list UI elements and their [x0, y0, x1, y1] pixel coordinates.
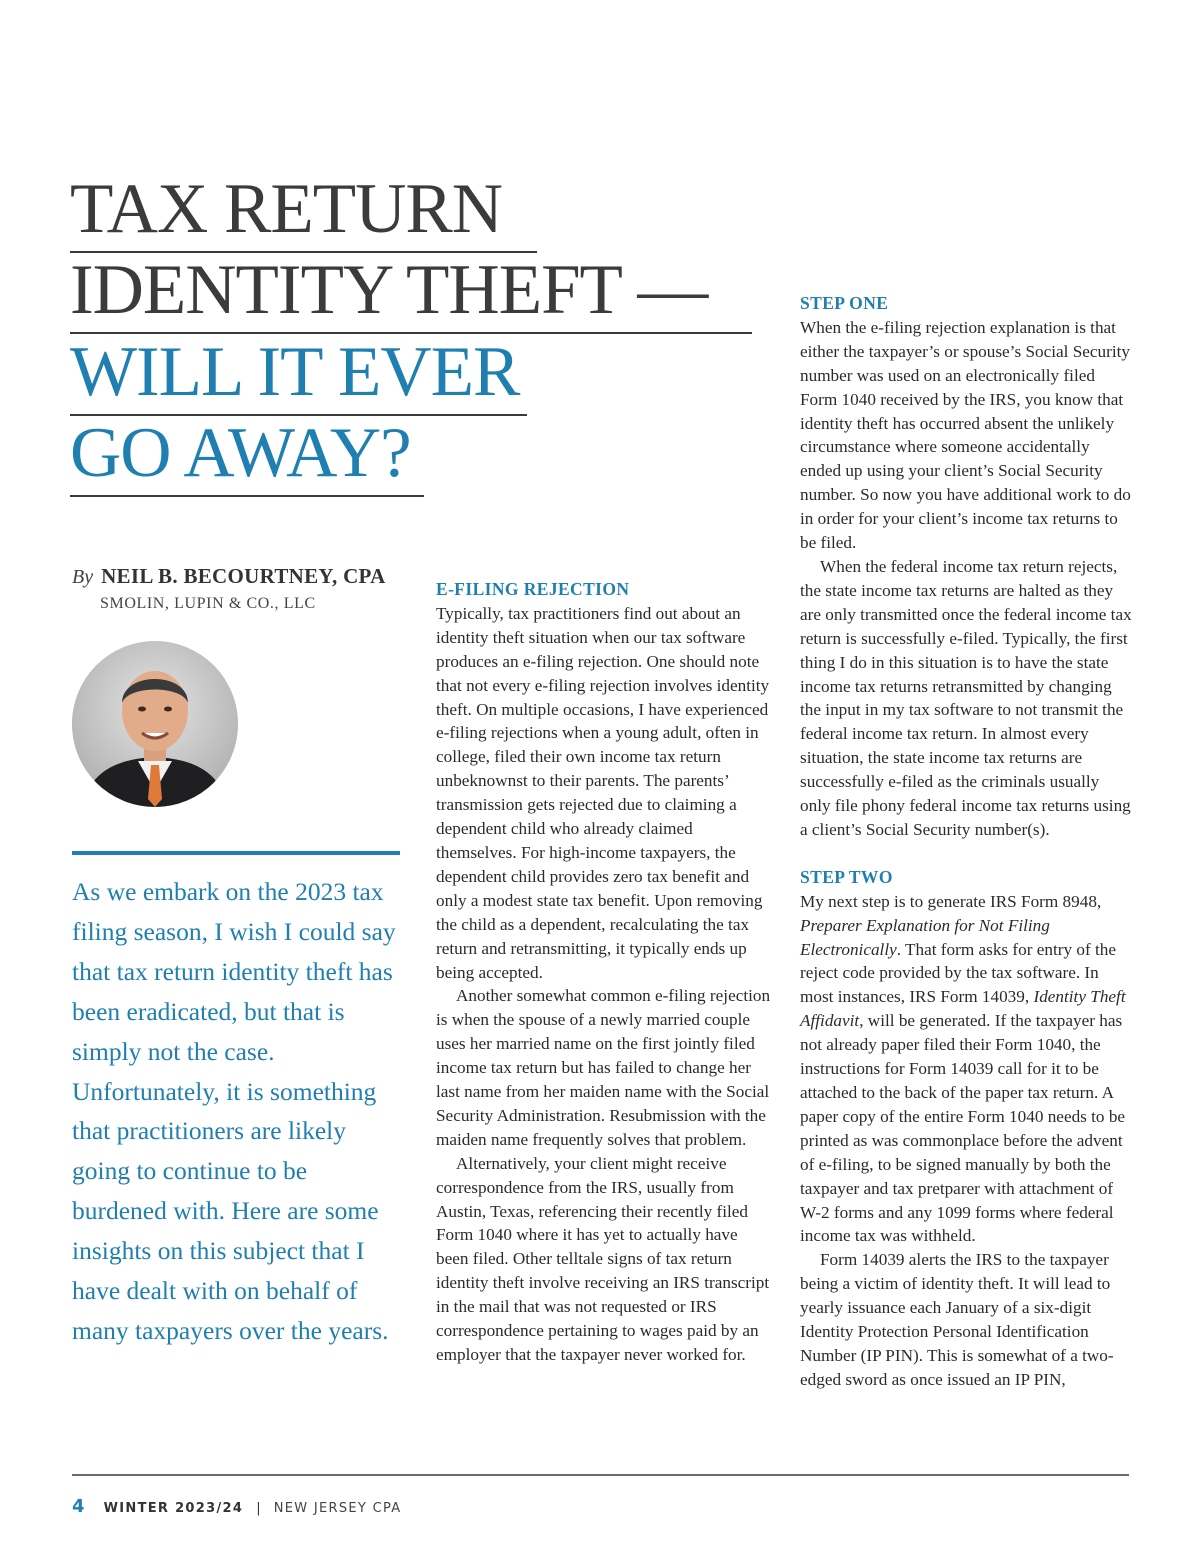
- author-name: NEIL B. BECOURTNEY, CPA: [101, 564, 386, 588]
- publication-name: NEW JERSEY CPA: [273, 1501, 402, 1516]
- byline: [72, 564, 386, 589]
- section-heading-efiling: E-FILING REJECTION: [436, 579, 630, 599]
- title-line-3: WILL IT EVER: [70, 337, 527, 416]
- author-photo: [72, 641, 238, 807]
- paragraph: When the federal income tax return rejects, the state income tax returns are halted as they are only transmitted once the federal income tax return is successfully e-filed. Typically, the first thing I do in this situation is to have the state income tax returns retransmitted by changing the input in my tax software to not transmit the federal income tax return. In almost every situation, the state income tax returns are successfully e-filed as the criminals usually only file phony federal income tax returns using a client’s Social Security number(s).: [800, 556, 1132, 839]
- form-title-italic: Identity Theft Affidavit: [800, 987, 1126, 1031]
- paragraph: When the e-filing rejection explanation is that either the taxpayer’s or spouse’s Social Security number was used on an electronically filed Form 1040 received by the IRS, you know that identity theft has occurred absent the unlikely circumstance where someone accidentally ended up using your client’s Social Security number. So now you have additional work to do in order for your client’s income tax returns to be filed.: [800, 317, 1131, 553]
- text-run: My next step is to generate IRS Form 8948,: [800, 891, 1102, 911]
- text-run: . That form asks for entry of the reject code provided by the tax software. In most instances, IRS Form 14039,: [800, 939, 1116, 1007]
- paragraph: Alternatively, your client might receive correspondence from the IRS, usually from Austin, Texas, referencing their recently filed Form 1040 where it has yet to actually have been filed. Other telltale signs of tax return identity theft involve receiving an IRS transcript in the mail that was not requested or IRS correspondence pertaining to wages paid by an employer that the taxpayer never worked for.: [436, 1153, 770, 1364]
- author-affiliation: SMOLIN, LUPIN & CO., LLC: [100, 595, 316, 612]
- title-line-4: GO AWAY?: [70, 418, 424, 497]
- paragraph: [800, 890, 1134, 1249]
- article-column-3: [800, 292, 1134, 1392]
- paragraph: Another somewhat common e-filing rejection is when the spouse of a newly married couple uses her married name on the first jointly filed income tax return but has failed to change her last name from her maiden name with the Social Security Administration. Resubmission with the maiden name frequently solves that problem.: [436, 986, 771, 1149]
- section-heading-step-two: STEP TWO: [800, 866, 893, 887]
- section-heading-step-one: STEP ONE: [800, 293, 889, 313]
- pullquote: As we embark on the 2023 tax filing season, I wish I could say that tax return identity theft has been eradicated, but that is simply not the case. Unfortunately, it is something that practitioners are likely going to continue to be burdened with. Here are some insights on this subject that I have dealt with on behalf of many taxpayers over the years.: [72, 877, 396, 1345]
- page-number: 4: [72, 1496, 85, 1517]
- paragraph: Typically, tax practitioners find out about an identity theft situation when our tax software produces an e-filing rejection. One should note that not every e-filing rejection involves identity theft. On multiple occasions, I have experienced e-filing rejections when a young adult, often in college, filed their own income tax return unbeknownst to their parents. The parents’ transmission gets rejected due to claiming a dependent child who already claimed themselves. For high-income taxpayers, the dependent child provides zero tax benefit and only a modest state tax benefit. Upon removing the child as a dependent, recalculating the tax return and retransmitting, it typically ends up being accepted.: [436, 603, 770, 982]
- form-title-italic: Preparer Explanation for Not Filing Electronically: [800, 915, 1050, 959]
- issue-label: WINTER 2023/24: [103, 1501, 244, 1516]
- page-footer: [72, 1496, 402, 1517]
- title-line-1: TAX RETURN: [70, 174, 537, 253]
- title-line-2: IDENTITY THEFT —: [70, 255, 752, 334]
- paragraph: Form 14039 alerts the IRS to the taxpayer being a victim of identity theft. It will lead to yearly issuance each January of a six-digit Identity Protection Personal Identification Number (IP PIN). This is somewhat of a two-edged sword as once issued an IP PIN,: [800, 1250, 1114, 1389]
- footer-separator: |: [256, 1501, 261, 1516]
- article-column-2: [436, 578, 772, 1367]
- pullquote-rule: [72, 851, 400, 855]
- text-run: , will be generated. If the taxpayer has not already paper filed their Form 1040, the instructions for Form 14039 call for it to be attached to the back of the paper tax return. A paper copy of the entire Form 1040 needs to be printed as was commonplace before the advent of e-filing, to be signed manually by both the taxpayer and tax pretparer with attachment of W-2 forms and any 1099 forms where federal income tax was withheld.: [800, 1011, 1126, 1246]
- byline-by: By: [72, 566, 94, 588]
- footer-rule: [72, 1474, 1129, 1476]
